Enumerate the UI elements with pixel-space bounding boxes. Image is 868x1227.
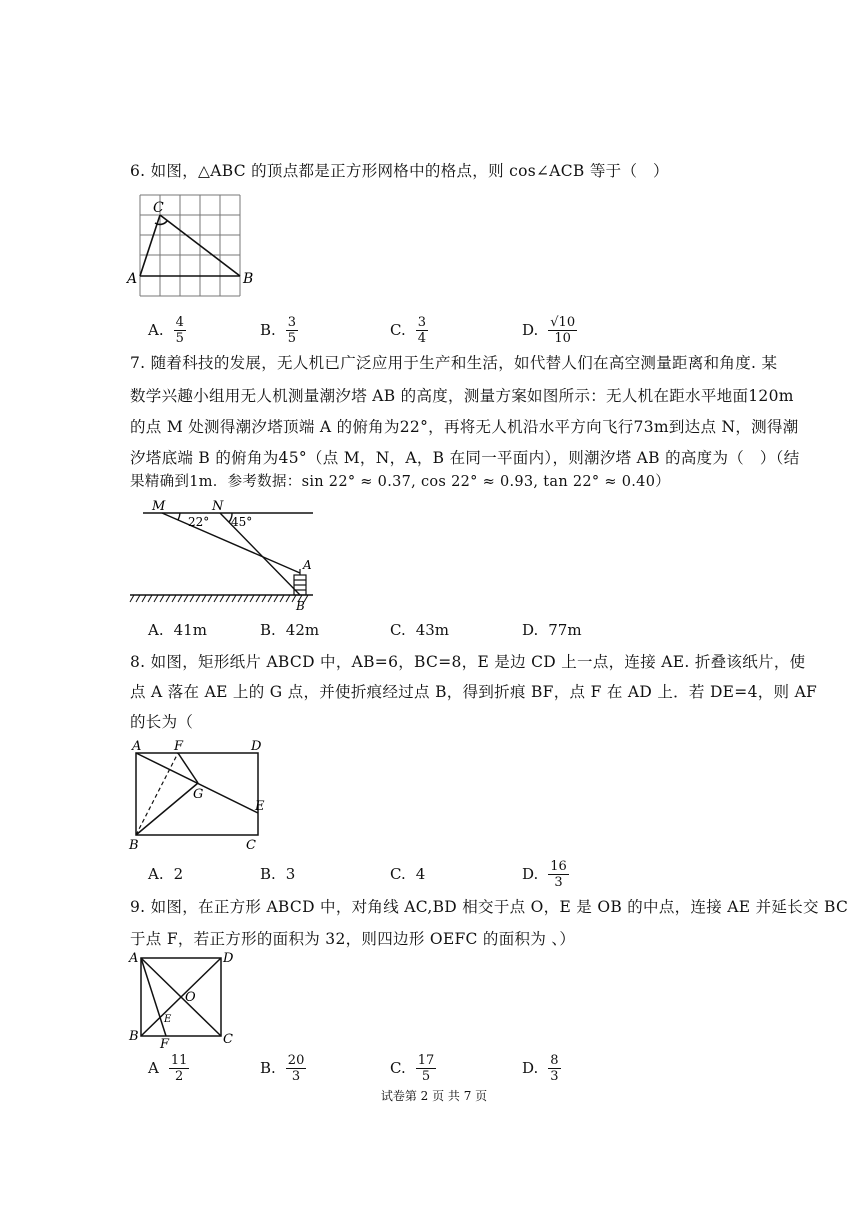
q6-label-a: A [127,271,138,287]
q7-line-2: 数学兴趣小组用无人机测量潮汐塔 AB 的高度，测量方案如图所示：无人机在距水平地面120m [130,387,794,405]
q7-line-5: 果精确到1m．参考数据：sin 22° ≈ 0.37, cos 22° ≈ 0.93, tan 22° ≈ 0.40） [130,474,671,490]
q6-options [148,312,788,348]
q8-option-d[interactable]: D. $\frac{16}{3}$ [522,858,567,890]
q8-option-b[interactable]: B. 3 [260,865,296,883]
q7-line-1: 7. 随着科技的发展，无人机已广泛应用于生产和生活，如代替人们在高空测量距离和角度. 某 [130,354,778,372]
q8-line-3: 的长为（ [130,713,194,731]
q8-label-d: D [251,739,262,754]
q9-label-o: O [185,990,196,1005]
q9-line-2: 于点 F，若正方形的面积为 32，则四边形 OEFC 的面积为 、） [130,930,576,948]
q7-option-c[interactable]: C. 43m [390,621,450,639]
q8-label-g: G [193,787,204,802]
q9-option-a[interactable]: A $\frac{11}{2}$ [148,1052,188,1084]
q7-label-m: M [152,499,166,514]
q7-option-d[interactable]: D. 77m [522,621,582,639]
q8-label-b: B [129,838,139,853]
q9-label-f: F [160,1037,170,1050]
q8-options [148,856,788,892]
q6-label-b: B [243,271,254,287]
q8-label-f: F [174,739,184,754]
q9-option-c[interactable]: C. $\frac{17}{5}$ [390,1052,435,1084]
q6-option-b[interactable]: B. $\frac{3}{5}$ [260,314,297,346]
q9-option-d[interactable]: D. $\frac{8}{3}$ [522,1052,559,1084]
q8-figure [126,735,276,855]
q6-label-c: C [153,200,164,216]
q9-figure [126,950,246,1050]
q7-label-n: N [212,499,224,514]
q6-option-c[interactable]: C. $\frac{3}{4}$ [390,314,426,346]
q7-label-b: B [296,599,305,613]
q8-label-e: E [255,799,265,814]
q7-angle-45: 45° [231,515,253,529]
q8-option-a[interactable]: A. 2 [148,865,184,883]
q7-line-4: 汐塔底端 B 的俯角为45°（点 M，N，A，B 在同一平面内），则潮汐塔 AB 的高度为（ ）（结 [130,449,800,467]
q8-option-c[interactable]: C. 4 [390,865,426,883]
q7-option-b[interactable]: B. 42m [260,621,320,639]
q9-label-a: A [129,951,139,966]
q6-option-a[interactable]: A. $\frac{4}{5}$ [148,314,184,346]
page-footer: 试卷第 2 页 共 7 页 [380,1089,488,1103]
q6-figure [125,190,265,310]
q9-label-d: D [223,951,234,966]
q6-option-d[interactable]: D. $\frac{√10}{10}$ [522,314,576,346]
q9-label-c: C [223,1032,233,1047]
q8-line-1: 8. 如图，矩形纸片 ABCD 中，AB=6，BC=8，E 是边 CD 上一点，连接 AE. 折叠该纸片，使 [130,653,806,671]
q9-options [148,1050,788,1086]
q9-label-e: E [164,1014,172,1025]
q7-option-a[interactable]: A. 41m [148,621,207,639]
q7-label-a: A [303,558,312,572]
q7-angle-22: 22° [188,515,210,529]
q6-stem: 6. 如图，△ABC 的顶点都是正方形网格中的格点，则 cos∠ACB 等于（ ） [130,162,669,180]
q7-figure [128,495,328,615]
q9-option-b[interactable]: B. $\frac{20}{3}$ [260,1052,305,1084]
q8-label-a: A [132,739,142,754]
q9-line-1: 9. 如图，在正方形 ABCD 中，对角线 AC,BD 相交于点 O，E 是 OB 的中点，连接 AE 并延长交 BC [130,898,849,916]
q8-label-c: C [246,838,256,853]
q7-line-3: 的点 M 处测得潮汐塔顶端 A 的俯角为22°，再将无人机沿水平方向飞行73m到达点 N，测得潮 [130,418,799,436]
q7-options [148,612,788,648]
q8-line-2: 点 A 落在 AE 上的 G 点，并使折痕经过点 B，得到折痕 BF，点 F 在 AD 上．若 DE=4，则 AF [130,683,818,701]
q9-label-b: B [129,1029,139,1044]
